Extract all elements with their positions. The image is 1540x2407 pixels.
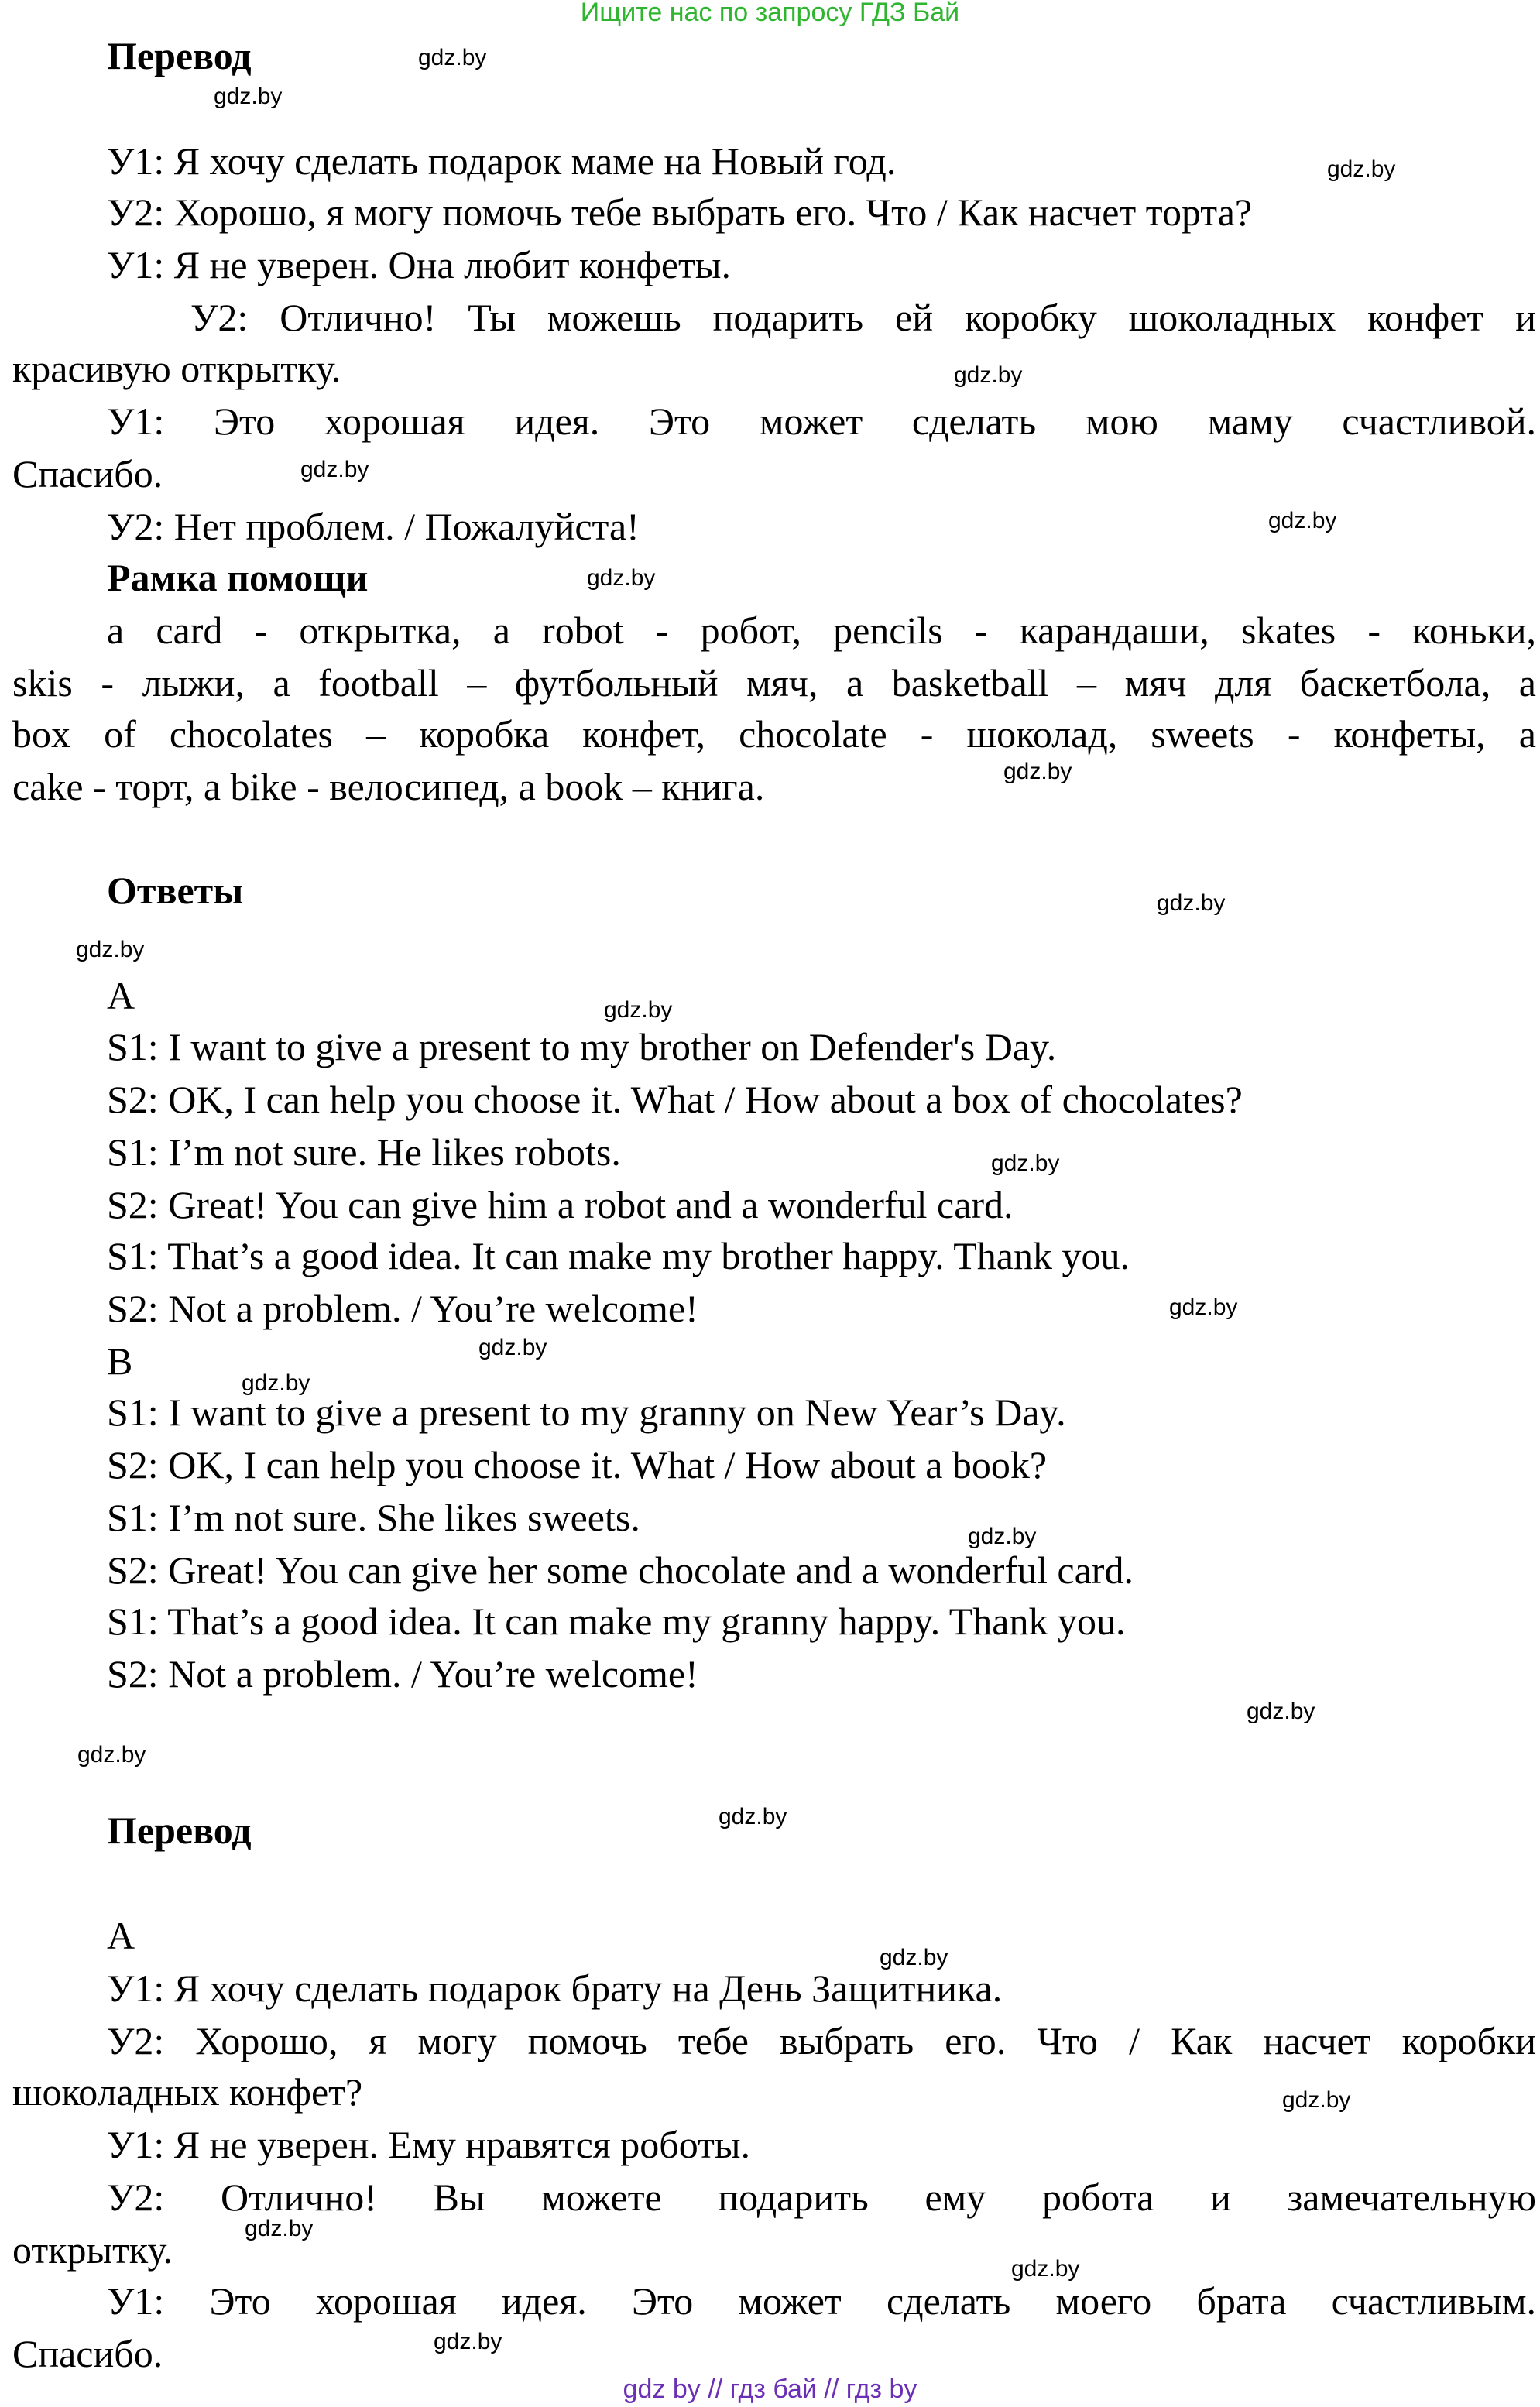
dialogue-line: S1: I’m not sure. She likes sweets.: [107, 1496, 640, 1539]
dialogue-line: У1: Это хорошая идея. Это может сделать моего брата счастливым.: [107, 2279, 1536, 2323]
dialogue-line: S2: OK, I can help you choose it. What / How about a box of chocolates?: [107, 1078, 1243, 1121]
dialogue-line: У2: Хорошо, я могу помочь тебе выбрать его. Что / Как насчет торта?: [107, 190, 1253, 234]
watermark: gdz.by: [245, 2216, 314, 2241]
watermark: gdz.by: [880, 1945, 948, 1970]
watermark: gdz.by: [1247, 1699, 1315, 1724]
dialogue-line: S1: I want to give a present to my brother on Defender's Day.: [107, 1025, 1057, 1068]
vocabulary-line: cake - торт, a bike - велосипед, a book – книга.: [12, 765, 765, 808]
dialogue-line: У1: Я хочу сделать подарок брату на День Защитника.: [107, 1966, 1003, 2010]
watermark: gdz.by: [1157, 890, 1226, 916]
watermark: gdz.by: [214, 84, 283, 109]
dialogue-label-a-ru: А: [107, 1914, 135, 1957]
vocabulary-line: box of chocolates – коробка конфет, chocolate - шоколад, sweets - конфеты, a: [12, 712, 1536, 756]
dialogue-line: S1: That’s a good idea. It can make my granny happy. Thank you.: [107, 1600, 1126, 1643]
watermark: gdz.by: [418, 45, 487, 70]
watermark: gdz.by: [1169, 1294, 1238, 1320]
dialogue-line-continued: Спасибо.: [12, 2332, 163, 2375]
watermark: gdz.by: [1268, 508, 1337, 533]
dialogue-line: S2: Not a problem. / You’re welcome!: [107, 1652, 698, 1696]
dialogue-line: S2: Great! You can give her some chocolate and a wonderful card.: [107, 1548, 1134, 1592]
dialogue-line-continued: шоколадных конфет?: [12, 2070, 363, 2114]
dialogue-line: S2: Not a problem. / You’re welcome!: [107, 1287, 698, 1330]
dialogue-label-a: A: [107, 974, 135, 1017]
search-banner: Ищите нас по запросу ГДЗ Бай: [580, 0, 960, 27]
dialogue-line: S1: I’m not sure. He likes robots.: [107, 1130, 621, 1174]
dialogue-line: У1: Я хочу сделать подарок маме на Новый год.: [107, 139, 897, 183]
dialogue-line: S1: I want to give a present to my granny on New Year’s Day.: [107, 1390, 1066, 1434]
watermark: gdz.by: [300, 457, 369, 482]
dialogue-label-b: B: [107, 1339, 133, 1383]
watermark: gdz.by: [1282, 2087, 1351, 2113]
dialogue-line: У2: Отлично! Вы можете подарить ему робота и замечательную: [107, 2176, 1536, 2219]
dialogue-line: У2: Отлично! Ты можешь подарить ей коробку шоколадных конфет и: [190, 296, 1536, 339]
footer-links: gdz by // гдз бай // гдз by: [623, 2374, 917, 2404]
watermark: gdz.by: [1011, 2256, 1080, 2282]
dialogue-line: S1: That’s a good idea. It can make my brother happy. Thank you.: [107, 1234, 1130, 1277]
dialogue-line-continued: Спасибо.: [12, 452, 163, 495]
heading-translation-1: Перевод: [107, 34, 252, 77]
heading-translation-2: Перевод: [107, 1809, 252, 1852]
dialogue-line-continued: открытку.: [12, 2228, 173, 2272]
watermark: gdz.by: [77, 1742, 146, 1768]
watermark: gdz.by: [76, 937, 145, 962]
dialogue-line: S2: Great! You can give him a robot and a wonderful card.: [107, 1183, 1014, 1226]
watermark: gdz.by: [604, 997, 673, 1023]
dialogue-line: У1: Я не уверен. Ему нравятся роботы.: [107, 2123, 751, 2166]
dialogue-line: У2: Нет проблем. / Пожалуйста!: [107, 505, 640, 548]
heading-answers: Ответы: [107, 869, 244, 912]
watermark: gdz.by: [434, 2329, 502, 2354]
heading-help-box: Рамка помощи: [107, 556, 369, 599]
watermark: gdz.by: [968, 1524, 1037, 1549]
watermark: gdz.by: [1003, 759, 1072, 784]
vocabulary-line: skis - лыжи, a football – футбольный мяч, a basketball – мяч для баскетбола, а: [12, 661, 1536, 705]
watermark: gdz.by: [954, 362, 1023, 388]
dialogue-line: У1: Я не уверен. Она любит конфеты.: [107, 243, 732, 286]
watermark: gdz.by: [242, 1370, 310, 1396]
dialogue-line: У2: Хорошо, я могу помочь тебе выбрать его. Что / Как насчет коробки: [107, 2019, 1536, 2062]
watermark: gdz.by: [1327, 156, 1396, 182]
watermark: gdz.by: [719, 1804, 787, 1829]
dialogue-line: S2: OK, I can help you choose it. What / How about a book?: [107, 1443, 1048, 1486]
vocabulary-line: a card - открытка, a robot - робот, pencils - карандаши, skates - коньки,: [107, 609, 1536, 652]
watermark: gdz.by: [991, 1150, 1060, 1176]
watermark: gdz.by: [478, 1335, 547, 1360]
dialogue-line: У1: Это хорошая идея. Это может сделать мою маму счастливой.: [107, 399, 1536, 443]
watermark: gdz.by: [587, 565, 656, 591]
dialogue-line-continued: красивую открытку.: [12, 347, 341, 390]
